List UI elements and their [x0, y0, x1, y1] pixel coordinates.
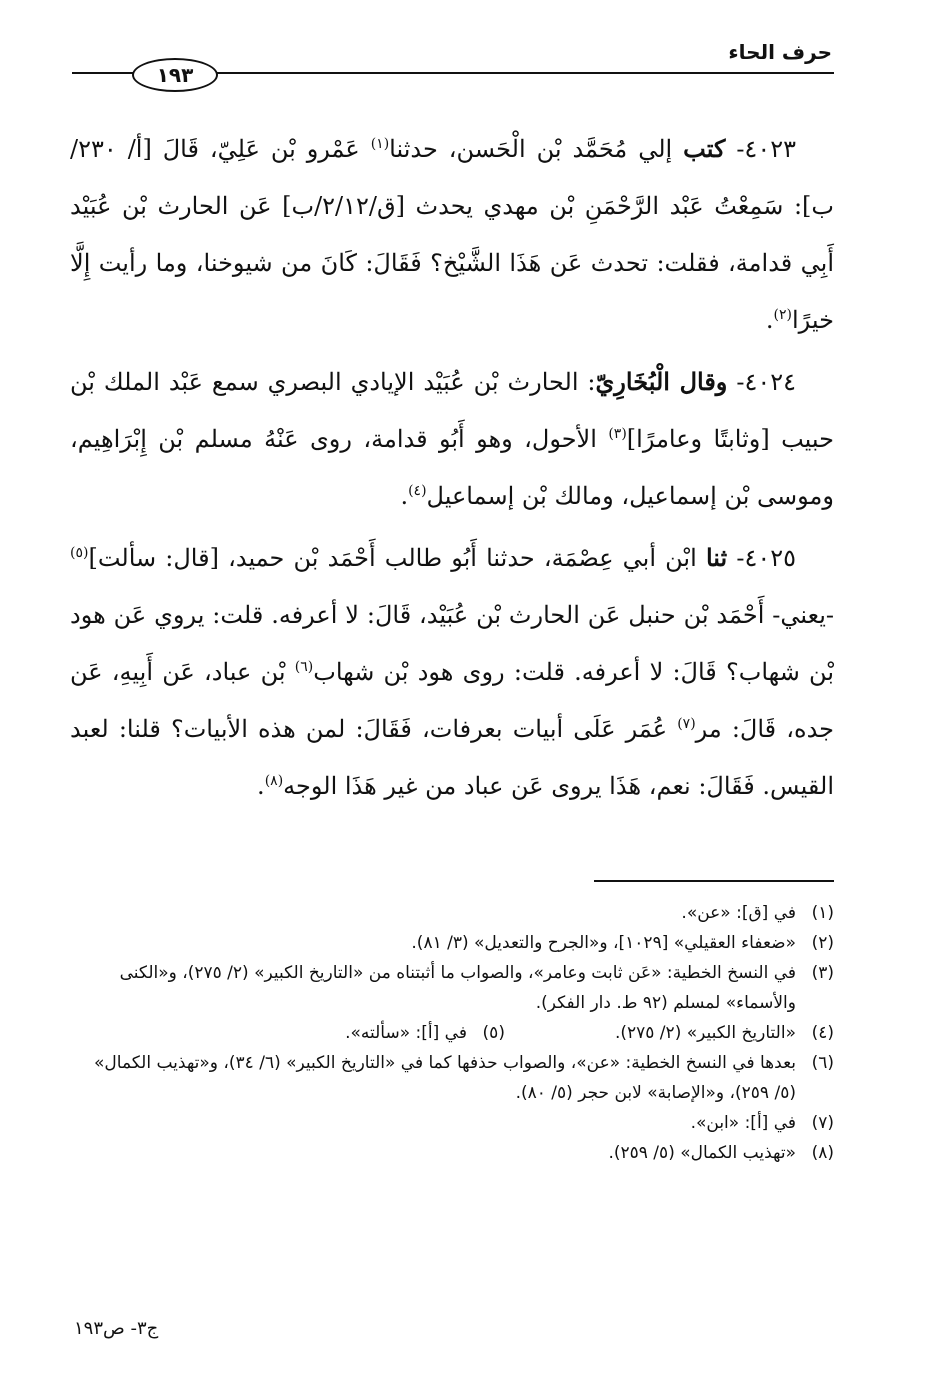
entry-text: .	[257, 772, 265, 800]
entry-text: ابْن أبي عِصْمَة، حدثنا أَبُو طالب أَحْمَد بْن حميد، [قال: سألت]	[88, 544, 697, 572]
entry-lead: وقال الْبُخَارِيّ	[595, 367, 728, 396]
footnote-item	[70, 928, 834, 958]
footnote-ref: (١)	[370, 136, 390, 152]
entry-text: -يعني- أَحْمَد بْن حنبل عَن الحارث بْن عُبَيْد، قَالَ: لا أعرفه. قلت: يروي عَن هود بْن شهاب؟ قَالَ: لا أعرفه. قلت: روى هود بْن شهاب	[70, 601, 834, 686]
footnote-number: (٣)	[811, 963, 834, 983]
footnote-number: (٨)	[811, 1143, 834, 1163]
entry-text: الأحول، وهو أَبُو قدامة، روى عَنْهُ مسلم بْن إِبْرَاهِيم، وموسى بْن إسماعيل، ومالك بْن إسماعيل	[70, 425, 834, 510]
footnote-number: (٧)	[811, 1113, 834, 1133]
footnote-separator	[594, 880, 834, 882]
entry-text: .	[765, 306, 774, 334]
footnote-item	[70, 1048, 834, 1108]
entry-text: عَمْرو بْن عَلِيّ، قَالَ [أ/ ٢٣٠/ب]: سَمِعْتُ عَبْد الرَّحْمَنِ بْن مهدي يحدث [ق/٢/١٢/ب] عَن الحارث بْن عُبَيْد أَبِي قدامة، فقلت: تحدث عَن هَذَا الشَّيْخ؟ فَقَالَ: كَانَ من شيوخنا، وما رأيت إِلَّا خيرًا	[70, 135, 835, 334]
footnote-pair	[70, 1018, 834, 1048]
entry-text: .	[400, 482, 409, 510]
footnote-ref: (٦)	[294, 659, 314, 675]
footnote-ref: (٧)	[677, 716, 696, 732]
footnote-number: (٦)	[811, 1053, 834, 1073]
footnote-item	[70, 898, 834, 928]
footnote-item	[615, 1018, 834, 1048]
entry-text: عُمَر عَلَى أبيات بعرفات، فَقَالَ: لمن هذه الأبيات؟ قلنا: لعبد القيس. فَقَالَ: نعم، هَذَا يروى عَن عباد من غير هَذَا الوجه	[70, 715, 834, 800]
entry-4025	[70, 529, 834, 815]
footnote-item	[70, 1108, 834, 1138]
footnote-text: بعدها في النسخ الخطية: «عن»، والصواب حذفها كما في «التاريخ الكبير» (٦/ ٣٤)، و«تهذيب الكمال» (٥/ ٢٥٩)، و«الإصابة» لابن حجر (٥/ ٨٠).	[94, 1053, 796, 1103]
entry-text: : الحارث بْن عُبَيْد الإيادي البصري سمع عَبْد الملك بْن حبيب [وثابتًا وعامرًا]	[70, 368, 834, 453]
footnote-text: في [أ]: «ابن».	[690, 1113, 796, 1133]
footnote-item	[70, 958, 834, 1018]
entry-number: ٤٠٢٥-	[736, 544, 796, 572]
footnote-text: في النسخ الخطية: «عَن ثابت وعامر»، والصواب ما أثبتناه من «التاريخ الكبير» (٢/ ٢٧٥)، و«الكنى والأسماء» لمسلم (٩٢ ط. دار الفكر).	[119, 963, 796, 1013]
page-number: ١٩٣	[156, 63, 194, 87]
footnote-text: «تهذيب الكمال» (٥/ ٢٥٩).	[608, 1143, 796, 1163]
entry-4024	[70, 353, 834, 525]
footnote-number: (١)	[811, 903, 834, 923]
entry-text: بْن عباد، عَن أَبِيهِ، عَن جده، قَالَ: مر	[70, 658, 834, 743]
footnote-ref: (٢)	[773, 307, 792, 323]
main-text	[70, 120, 834, 819]
chapter-title: حرف الحاء	[728, 40, 832, 64]
page-number-badge	[132, 58, 218, 92]
entry-lead: كتب	[683, 134, 726, 163]
footnote-number: (٥)	[482, 1023, 505, 1043]
footnote-item	[345, 1018, 505, 1048]
footnote-text: في [أ]: «سألته».	[345, 1023, 467, 1043]
entry-4023	[70, 120, 834, 349]
entry-text: إلي مُحَمَّد بْن الْحَسن، حدثنا	[389, 135, 673, 163]
footnote-item	[70, 1138, 834, 1168]
footnotes	[70, 898, 834, 1168]
entry-lead: ثنا	[705, 543, 728, 572]
volume-page-footer: ج٣- ص١٩٣	[74, 1318, 159, 1339]
footnote-ref: (٨)	[264, 773, 284, 789]
footnote-ref: (٣)	[608, 426, 627, 442]
footnote-number: (٢)	[811, 933, 834, 953]
footnote-text: في [ق]: «عن».	[681, 903, 796, 923]
footnote-text: «التاريخ الكبير» (٢/ ٢٧٥).	[614, 1023, 796, 1043]
footnote-ref: (٤)	[408, 483, 427, 499]
footnote-ref: (٥)	[70, 545, 89, 561]
footnote-text: «ضعفاء العقيلي» [١٠٢٩]، و«الجرح والتعديل» (٣/ ٨١).	[411, 933, 796, 953]
entry-number: ٤٠٢٤-	[736, 368, 796, 396]
footnote-number: (٤)	[811, 1023, 834, 1043]
entry-number: ٤٠٢٣-	[736, 135, 796, 163]
